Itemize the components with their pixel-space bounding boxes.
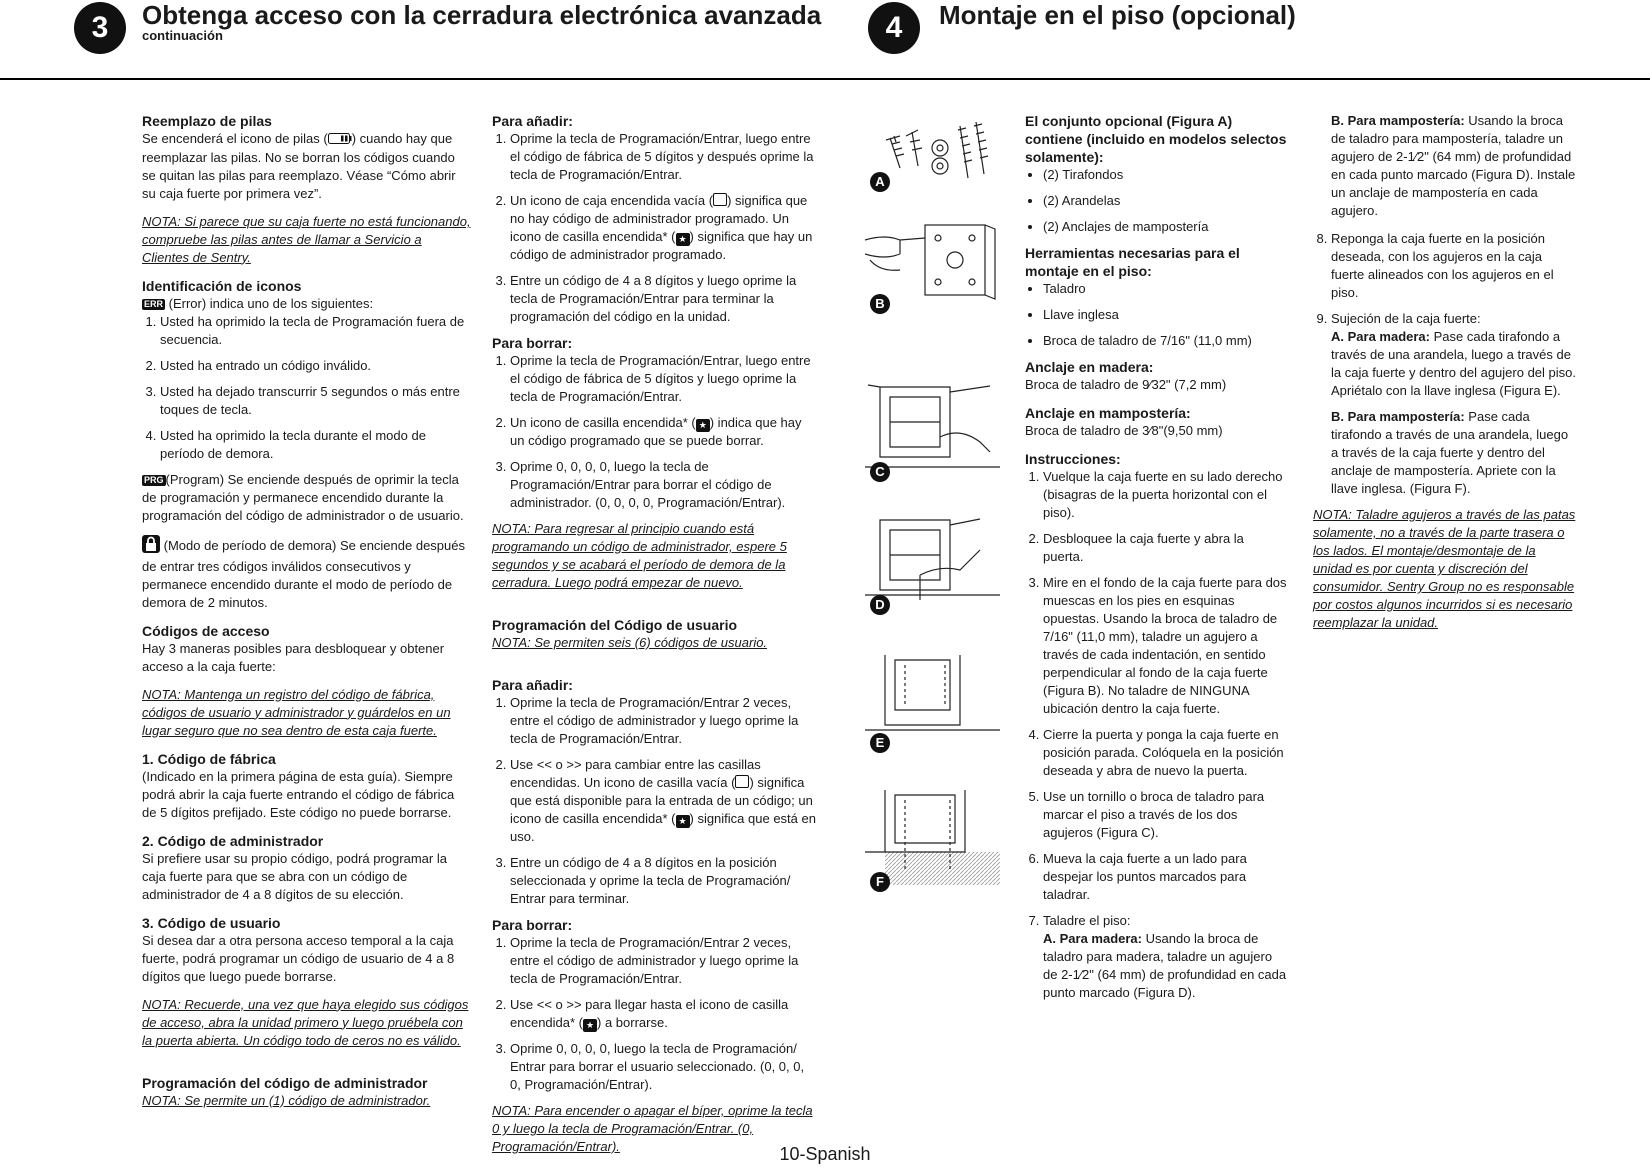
page-header <box>0 0 1650 80</box>
user-add-list <box>492 694 816 908</box>
factory-text: (Indicado en la primera página de esta guía). Siempre podrá abrir la caja fuerte entrando el código de fábrica de 5 dígitos prefijado. Este código no puede borrarse. <box>142 768 455 820</box>
mark-floor-illustration <box>860 382 1000 472</box>
list-item: • Llave inglesa <box>1043 306 1287 324</box>
delete-list <box>492 352 816 512</box>
list-item: 4. Usted ha oprimido la tecla durante el modo de período de demora. <box>160 427 472 463</box>
section-subtitle: continuación <box>142 28 223 43</box>
list-item: 1. Oprime la tecla de Programación/Entrar 2 veces, entre el código de administrador y luego oprime la tecla de Programación/Entrar. <box>510 694 816 748</box>
user-delete-heading: Para borrar: <box>492 917 573 933</box>
mounting-note: NOTA: Taladre agujeros a través de las patas solamente, no a través de la parte trasera o los lados. El montaje/desmontaje de la unidad es por cuenta y discreción del consumidor. Sentry Group no es responsable por costos algunos incurridos si es necesario reemplazar la unidad. <box>1313 507 1576 630</box>
admin-note: NOTA: Para regresar al principio cuando está programando un código de administrador, espere 5 segundos y se acabará el período de demora de la cerradura. Luego podrá empezar de nuevo. <box>492 521 787 590</box>
admin-heading: 2. Código de administrador <box>142 832 324 849</box>
section-title-2: Montaje en el piso (opcional) <box>939 0 1296 30</box>
list-item: 2. Use << o >> para llegar hasta el icono de casilla encendida* ( ★ ) a borrarse. <box>510 996 816 1032</box>
delete-heading: Para borrar: <box>492 335 573 351</box>
section-number-badge: 3 <box>74 2 126 54</box>
instructions-heading: Instrucciones: <box>1025 451 1121 467</box>
tools-heading: Herramientas necesarias para el montaje en el piso: <box>1025 245 1240 279</box>
masonry-mount-illustration <box>860 790 1000 885</box>
column-2 <box>492 112 816 1166</box>
list-item: • (2) Anclajes de mampostería <box>1043 218 1287 236</box>
battery-text: Se encenderá el icono de pilas ( ) cuando hay que reemplazar las pilas. No se borran los códigos cuando se quitan las pilas para reemplazo. Véase “Cómo abrir su caja fuerte por primera vez”. <box>142 131 456 201</box>
list-item: 8. Reponga la caja fuerte en la posición deseada, con los agujeros en la caja fuerte alineados con los agujeros en el piso. <box>1331 230 1578 302</box>
kit-heading: El conjunto opcional (Figura A) contiene (incluido en modelos selectos solamente): <box>1025 113 1287 165</box>
wood-mount-illustration <box>860 655 1000 745</box>
admin-text: Si prefiere usar su propio código, podrá programar la caja fuerte para que se abra con un código de administrador de 4 a 8 dígitos de su elección. <box>142 850 447 902</box>
list-item: 3. Mire en el fondo de la caja fuerte para dos muescas en los pies en esquinas opuestas. Usando la broca de taladro de 7/16" (11,0 mm), taladre un agujero a través de cada indentación, en sentido perpendicular al fondo de la caja fuerte (Figura B). No taladre de NINGUNA ubicación dentro la caja fuerte. <box>1043 574 1287 718</box>
list-item: 5. Use un tornillo o broca de taladro para marcar el piso a través de los dos agujeros (Figura C). <box>1043 788 1287 842</box>
figure-label: B <box>870 294 890 314</box>
wood-heading: Anclaje en madera: <box>1025 359 1154 375</box>
list-item: • (2) Arandelas <box>1043 192 1287 210</box>
list-item: 2. Un icono de caja encendida vacía ( ) significa que no hay código de administrador programado. Un icono de casilla encendida* ( ★ ) significa que hay un código de administrador programado. <box>510 192 816 264</box>
list-item: 1. Oprime la tecla de Programación/Entrar, luego entre el código de fábrica de 5 dígitos y luego oprime la tecla de Programación/Entrar. <box>510 352 816 406</box>
err-icon: ERR <box>144 298 164 309</box>
user-text: Si desea dar a otra persona acceso temporal a la caja fuerte, podrá programar un código de usuario de 4 a 8 dígitos que luego puede borrarse. <box>142 932 455 984</box>
list-item: 9. Sujeción de la caja fuerte: A. Para madera: Pase cada tirafondo a través de una arandela, luego a través de la caja fuerte y dentro del agujero del piso. Apriétalo con la llave inglesa (Figura E). B. Para mampostería: Pase cada tirafondo a través de una arandela, luego a través de la caja fuerte y dentro del anclaje de mampostería. Apriete con la llave inglesa. (Figura F). <box>1331 310 1578 498</box>
list-item: 3. Entre un código de 4 a 8 dígitos y luego oprime la tecla de Programación/Entrar para terminar la programación del código en la unidad. <box>510 272 816 326</box>
access-heading: Códigos de acceso <box>142 622 270 639</box>
user-heading: 3. Código de usuario <box>142 914 281 931</box>
list-item: 2. Use << o >> para cambiar entre las casillas encendidas. Un icono de casilla vacía ( ) significa que está disponible para la entrada de un código; un icono de casilla encendida* ( ★ ) significa que está en uso. <box>510 756 816 846</box>
figure-f <box>860 790 1000 890</box>
list-item: • Broca de taladro de 7/16" (11,0 mm) <box>1043 332 1287 350</box>
admin-prog-heading: Programación del código de administrador <box>142 1074 428 1091</box>
list-item: • Taladro <box>1043 280 1287 298</box>
kit-list <box>1025 166 1287 236</box>
admin-prog-note: NOTA: Se permite un (1) código de administrador. <box>142 1092 431 1108</box>
list-item: 1. Oprime la tecla de Programación/Entrar 2 veces, entre el código de administrador y luego oprime la tecla de Programación/Entrar. <box>510 934 816 988</box>
column-4 <box>1313 112 1578 642</box>
masonry-text: Broca de taladro de 3⁄8"(9,50 mm) <box>1025 423 1223 438</box>
figure-c <box>860 382 1000 482</box>
page-number: 10-Spanish <box>779 1144 871 1164</box>
figure-label: F <box>870 872 890 892</box>
filled-box-icon: ★ <box>583 1019 597 1032</box>
figure-label: E <box>870 733 890 753</box>
lock-icon <box>142 535 160 558</box>
access-note: NOTA: Mantenga un registro del código de fábrica, códigos de usuario y administrador y guárdelos en un lugar seguro que no sea dentro de esta caja fuerte. <box>142 686 451 738</box>
figure-d <box>860 515 1000 615</box>
beeper-note: NOTA: Para encender o apagar el bíper, oprime la tecla 0 y luego la tecla de Programación/Entrar. (0, Programación/Entrar). <box>492 1103 813 1154</box>
list-item: 3. Entre un código de 4 a 8 dígitos en la posición seleccionada y oprime la tecla de Programación/ Entrar para terminar. <box>510 854 816 908</box>
user-note: NOTA: Recuerde, una vez que haya elegido sus códigos de acceso, abra la unidad primero y luego pruébela con la puerta abierta. Un código todo de ceros no es válido. <box>142 996 469 1048</box>
column-3 <box>1025 112 1287 1010</box>
user-add-heading: Para añadir: <box>492 677 573 693</box>
figure-label: D <box>870 595 890 615</box>
instructions-list <box>1025 468 1287 1002</box>
tools-list <box>1025 280 1287 350</box>
figure-e <box>860 655 1000 755</box>
figure-b <box>860 220 1000 320</box>
figure-label: C <box>870 462 890 482</box>
err-line: ERR (Error) indica uno de los siguientes: <box>144 295 374 311</box>
wood-text: Broca de taladro de 9⁄32" (7,2 mm) <box>1025 377 1227 392</box>
prg-text: PRG (Program) Se enciende después de oprimir la tecla de programación y permanece encendido durante la programación del código de administrador o de usuario. <box>142 471 464 523</box>
err-list <box>142 313 472 463</box>
list-item: 4. Cierre la puerta y ponga la caja fuerte en posición parada. Colóquela en la posición deseada y abra de nuevo la puerta. <box>1043 726 1287 780</box>
add-list <box>492 130 816 326</box>
battery-heading: Reemplazo de pilas <box>142 113 272 129</box>
list-item: • (2) Tirafondos <box>1043 166 1287 184</box>
empty-box-icon <box>735 775 749 788</box>
list-item: 3. Usted ha dejado transcurrir 5 segundos o más entre toques de tecla. <box>160 383 472 419</box>
column-1 <box>142 112 472 1120</box>
prg-icon: PRG <box>144 474 164 485</box>
user-prog-heading: Programación del Código de usuario <box>492 617 738 633</box>
user-delete-list <box>492 934 816 1094</box>
list-item: 2. Un icono de casilla encendida* ( ★ ) indica que hay un código programado que se puede borrar. <box>510 414 816 450</box>
list-item: 1. Usted ha oprimido la tecla de Programación fuera de secuencia. <box>160 313 472 349</box>
steps-continued <box>1313 230 1578 498</box>
figure-label: A <box>870 172 890 192</box>
battery-icon <box>328 131 352 149</box>
figure-a <box>860 118 1000 198</box>
battery-note: NOTA: Si parece que su caja fuerte no está funcionando, compruebe las pilas antes de llamar a Servicio a Clientes de Sentry. <box>142 213 471 265</box>
user-prog-note: NOTA: Se permiten seis (6) códigos de usuario. <box>492 635 768 650</box>
list-item: 1. Oprime la tecla de Programación/Entrar, luego entre el código de fábrica de 5 dígitos y después oprime la tecla de Programación/Entrar. <box>510 130 816 184</box>
list-item: 6. Mueva la caja fuerte a un lado para despejar los puntos marcados para taladrar. <box>1043 850 1287 904</box>
list-item: 7. Taladre el piso: A. Para madera: Usando la broca de taladro para madera, taladre un agujero de 2-1⁄2" (64 mm) de profundidad en cada punto marcado (Figura D). <box>1043 912 1287 1002</box>
icons-heading: Identificación de iconos <box>142 277 302 294</box>
add-heading: Para añadir: <box>492 113 573 129</box>
step7-b: B. Para mampostería: Usando la broca de taladro para mampostería, taladre un agujero de 2-1⁄2" (64 mm) de profundidad en cada punto marcado (Figura D). Instale un anclaje de mampostería en cada agujero. <box>1331 113 1576 218</box>
list-item: 2. Desbloquee la caja fuerte y abra la puerta. <box>1043 530 1287 566</box>
list-item: 3. Oprime 0, 0, 0, 0, luego la tecla de Programación/ Entrar para borrar el usuario seleccionado. (0, 0, 0, 0, Programación/Entrar). <box>510 1040 816 1094</box>
access-text: Hay 3 maneras posibles para desbloquear y obtener acceso a la caja fuerte: <box>142 640 445 674</box>
drill-floor-illustration <box>860 515 1000 605</box>
section-title: Obtenga acceso con la cerradura electrónica avanzada <box>142 0 822 30</box>
section-number-badge-2: 4 <box>868 2 920 54</box>
list-item: 2. Usted ha entrado un código inválido. <box>160 357 472 375</box>
filled-box-icon: ★ <box>696 419 710 432</box>
filled-box-icon: ★ <box>676 815 690 828</box>
list-item: 3. Oprime 0, 0, 0, 0, luego la tecla de Programación/Entrar para borrar el código de administrador. (0, 0, 0, 0, Programación/Entrar). <box>510 458 816 512</box>
factory-heading: 1. Código de fábrica <box>142 750 276 767</box>
filled-box-icon: ★ <box>676 233 690 246</box>
empty-box-icon <box>713 193 727 206</box>
masonry-heading: Anclaje en mampostería: <box>1025 405 1191 421</box>
list-item: 1. Vuelque la caja fuerte en su lado derecho (bisagras de la puerta horizontal con el piso). <box>1043 468 1287 522</box>
lock-text: (Modo de período de demora) Se enciende después de entrar tres códigos inválidos consecutivos y permanece encendido durante el modo de período de demora de 2 minutos. <box>142 535 472 612</box>
